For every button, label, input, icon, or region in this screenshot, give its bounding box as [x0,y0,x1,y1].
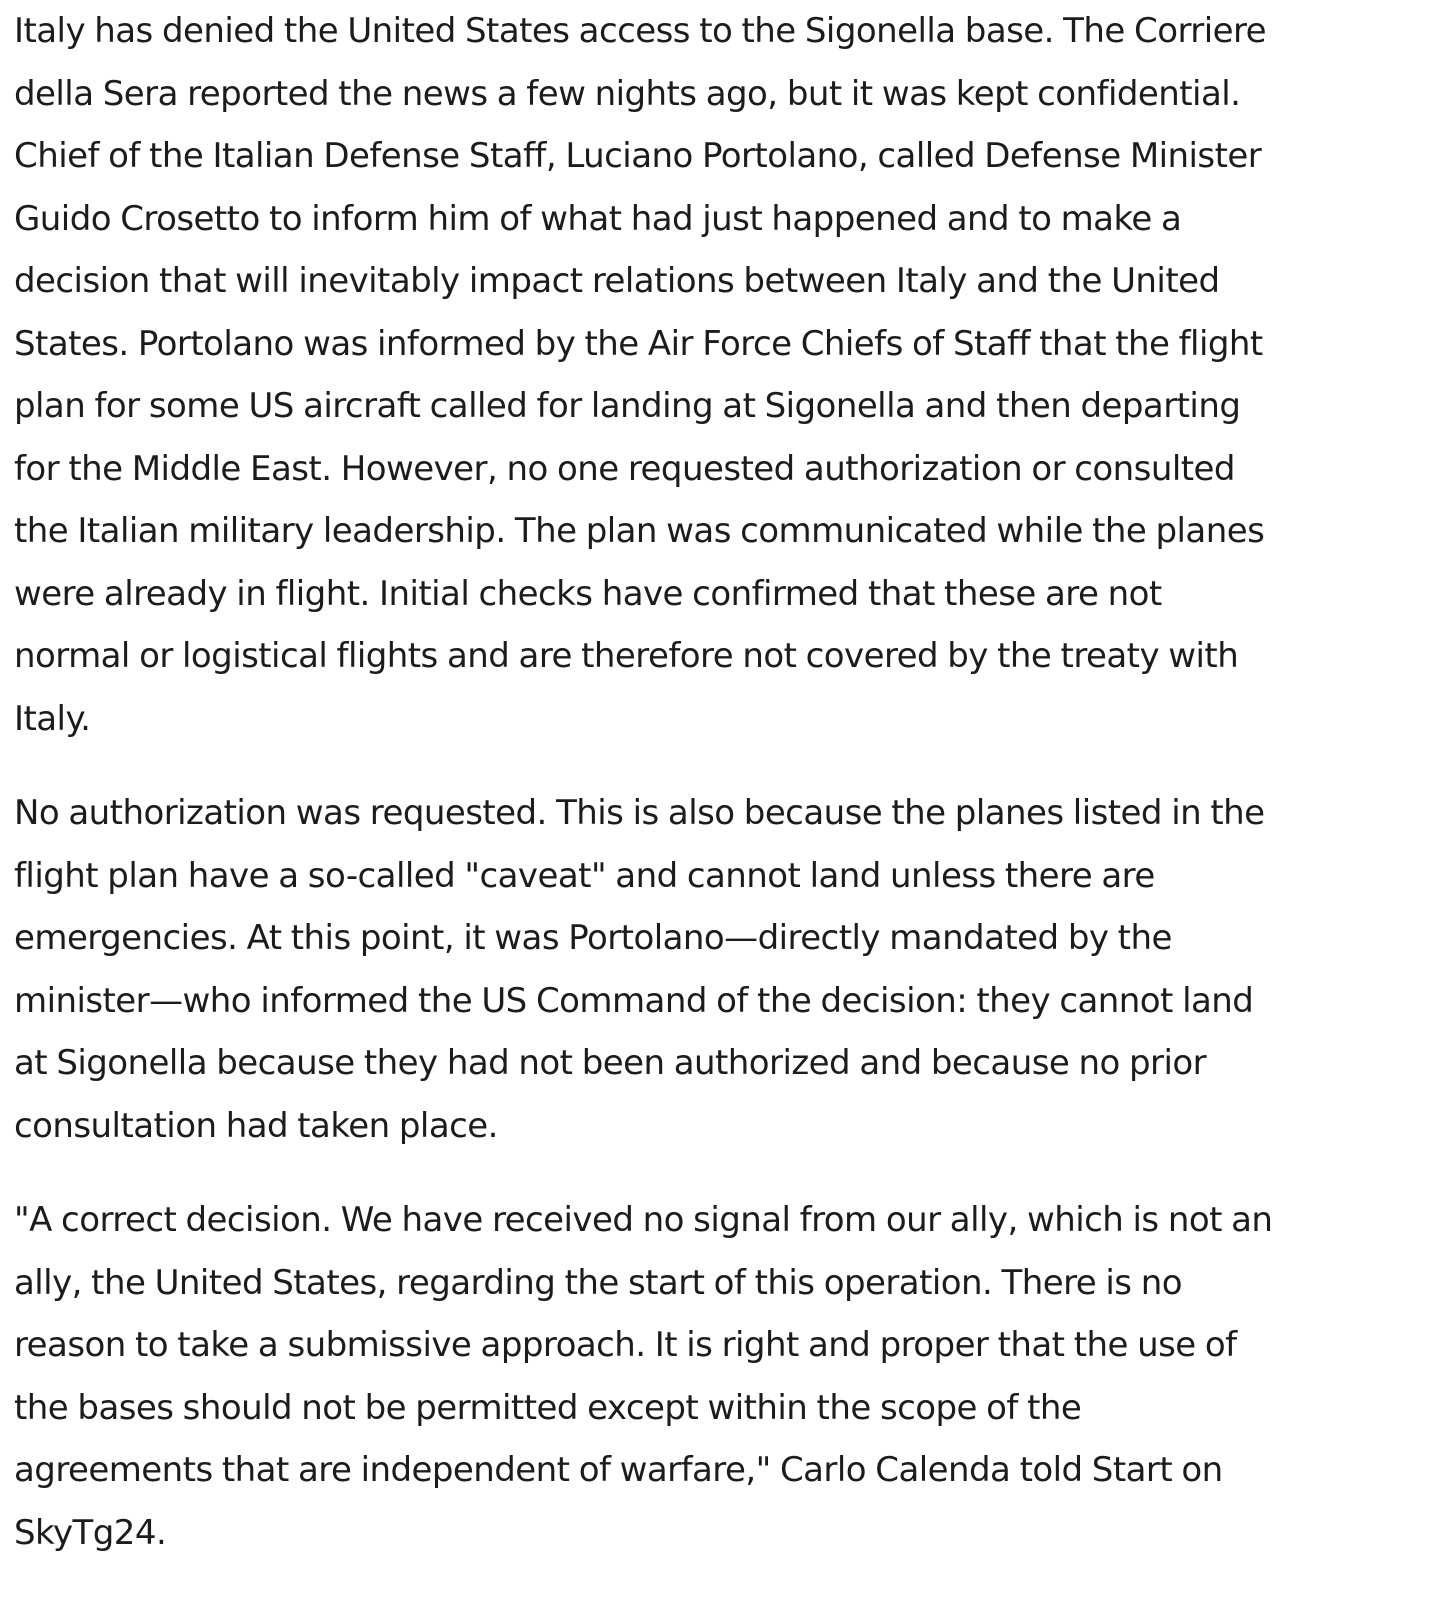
article-paragraph-3: "A correct decision. We have received no signal from our ally, which is not an ally, the United States, regarding the start of this operation. There is no reason to take a submissive approach. It is right and proper that the use of the bases should not be permitted except within the scope of the agreements that are independent of warfare," Carlo Calenda told Start on SkyTg24. [14,1200,1273,1553]
article-paragraph-1: Italy has denied the United States access to the Sigonella base. The Corriere della Sera reported the news a few nights ago, but it was kept confidential. Chief of the Italian Defense Staff, Luciano Portolano, called Defense Minister Guido Crosetto to inform him of what had just happened and to make a decision that will inevitably impact relations between Italy and the United States. Portolano was informed by the Air Force Chiefs of Staff that the flight plan for some US aircraft called for landing at Sigonella and then departing for the Middle East. However, no one requested authorization or consulted the Italian military leadership. The plan was communicated while the planes were already in flight. Initial checks have confirmed that these are not normal or logistical flights and are therefore not covered by the treaty with Italy. [14,11,1267,739]
article-paragraph-2: No authorization was requested. This is also because the planes listed in the flight plan have a so-called "caveat" and cannot land unless there are emergencies. At this point, it was Portolano—directly mandated by the minister—who informed the US Command of the decision: they cannot land at Sigonella because they had not been authorized and because no prior consultation had taken place. [14,793,1265,1146]
